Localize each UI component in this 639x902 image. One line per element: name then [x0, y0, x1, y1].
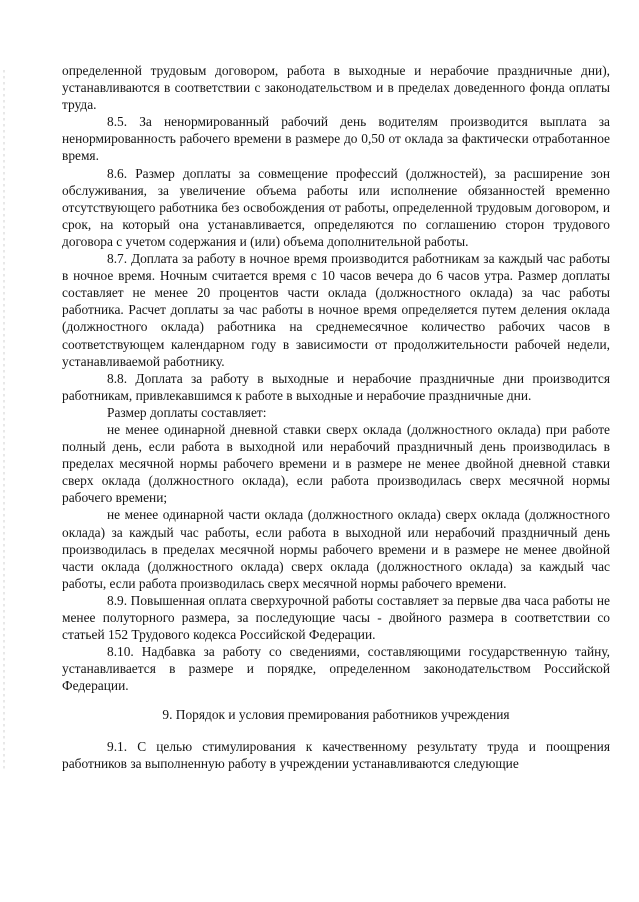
paragraph-8-9: 8.9. Повышенная оплата сверхурочной работы составляет за первые два часа работы не менее полуторного размера, за последующие часы - двойного размера в соответствии со статьей 152 Трудового кодекса Российской Федерации. [62, 592, 610, 643]
paragraph-continuation: определенной трудовым договором, работа в выходные и нерабочие праздничные дни), устанавливаются в соответствии с законодательством и в пределах доведенного фонда оплаты труда. [62, 63, 610, 113]
paragraph-8-10: 8.10. Надбавка за работу со сведениями, составляющими государственную тайну, устанавливается в размере и порядке, определенном законодательством Российской Федерации. [62, 644, 610, 694]
paragraph-8-6: 8.6. Размер доплаты за совмещение профессий (должностей), за расширение зон обслуживания, за увеличение объема работы или исполнение обязанностей временно отсутствующего работника без освобождения от работы, определенной трудовым договором, и срок, на который она устанавливается, определяются по соглашению сторон трудового договора с учетом содержания и (или) объема дополнительной работы. [62, 165, 610, 249]
section-9-heading: 9. Порядок и условия премирования работников учреждения [162, 707, 510, 723]
paragraph-8-7: 8.7. Доплата за работу в ночное время производится работникам за каждый час работы в ночное время. Ночным считается время с 10 часов вечера до 6 часов утра. Размер доплаты составляет не менее 20 процентов части оклада (должностного оклада) за час работы работника. Расчет доплаты за час работы в ночное время определяется путем деления оклада (должностного оклада) работника на среднемесячное количество рабочих часов в соответствующем календарном году в зависимости от продолжительности рабочей недели, устанавливаемой работнику. [62, 251, 610, 369]
document-page [62, 62, 610, 772]
paragraph-8-8-size: Размер доплаты составляет: [107, 404, 267, 420]
paragraph-9-1: 9.1. С целью стимулирования к качественному результату труда и поощрения работников за выполненную работу в учреждении устанавливаются следующие [62, 738, 610, 771]
paragraph-8-8-item-b: не менее одинарной части оклада (должностного оклада) сверх оклада (должностного оклада) за каждый час работы, если работа в выходной или нерабочий праздничный день производилась в пределах месячной нормы рабочего времени и в размере не менее двойной части оклада (должностного оклада) сверх оклада (должностного оклада) за каждый час работы, если работа производилась сверх месячной нормы рабочего времени. [62, 507, 610, 591]
paragraph-8-8: 8.8. Доплата за работу в выходные и нерабочие праздничные дни производится работникам, привлекавшимся к работе в выходные и нерабочие праздничные дни. [62, 370, 610, 403]
paragraph-8-8-item-a: не менее одинарной дневной ставки сверх оклада (должностного оклада) при работе полный день, если работа в выходной или нерабочий праздничный день производилась в пределах месячной нормы рабочего времени и в размере не менее двойной дневной ставки сверх оклада (должностного оклада), если работа производилась сверх месячной нормы рабочего времени; [62, 421, 610, 506]
scan-margin-artifact [3, 70, 5, 770]
paragraph-8-5: 8.5. За ненормированный рабочий день водителям производится выплата за ненормированность рабочего времени в размере до 0,50 от оклада за фактически отработанное время. [62, 114, 610, 164]
